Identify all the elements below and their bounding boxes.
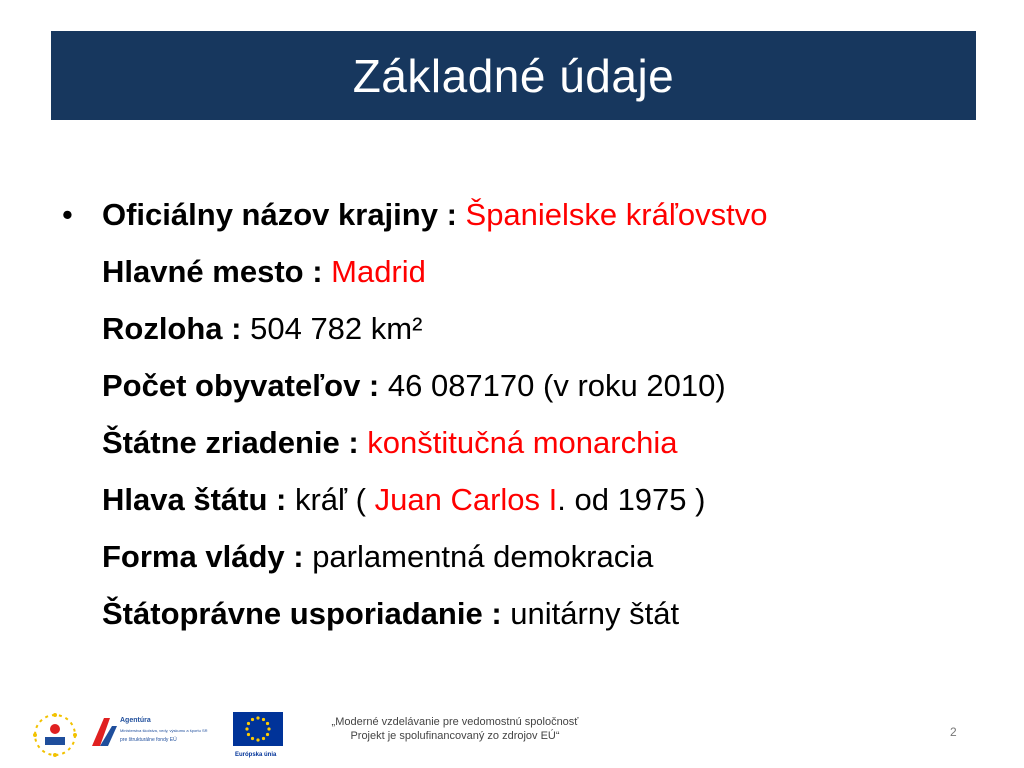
slide-content [62,186,982,642]
bullet-marker: • [62,197,73,232]
fact-label: Počet obyvateľov : [102,368,388,403]
eu-star-icon [267,727,270,730]
fact-value: kráľ ( [294,482,375,517]
fact-label: Štátoprávne usporiadanie : [102,596,511,631]
fact-label: Rozloha : [102,311,251,346]
title-bar [51,31,976,120]
fact-list [102,186,767,642]
agency-title: Agentúra [120,717,151,724]
slide-number: 2 [950,725,957,739]
fact-line [102,585,767,642]
eu-label: Európska únia [235,752,277,758]
fact-line [102,300,767,357]
slide-title: Základné údaje [352,49,675,102]
eu-flag-icon [233,712,283,762]
eu-star-icon [247,722,250,725]
fact-value: 46 087170 (v roku 2010) [387,368,726,403]
eu-star-icon [245,727,248,730]
eu-star-icon [256,716,259,719]
fact-value: . od 1975 ) [557,482,706,517]
eu-star-icon [247,733,250,736]
fact-label: Forma vlády : [102,539,313,574]
fact-line [102,357,767,414]
eu-star-icon [262,737,265,740]
eu-star-icon [251,737,254,740]
fact-value: konštitučná monarchia [367,425,678,460]
footer-project-text [305,715,605,743]
agency-subtitle-2: pre štrukturálne fondy EÚ [120,737,177,743]
eu-star-icon [266,733,269,736]
fact-line [102,528,767,585]
fact-line [102,471,767,528]
footer-line-1: „Moderné vzdelávanie pre vedomostnú spoločnosť [331,716,579,728]
program-logo-icon [28,708,82,762]
fact-value: 504 782 km² [250,311,423,346]
eu-star-icon [256,738,259,741]
fact-line [102,243,767,300]
fact-value: Madrid [331,254,426,289]
fact-label: Oficiálny názov krajiny : [102,197,466,232]
eu-star-icon [251,718,254,721]
fact-label: Hlava štátu : [102,482,295,517]
fact-value: Juan Carlos I [374,482,558,517]
eu-star-icon [262,718,265,721]
agency-subtitle-1: Ministerstva školstva, vedy, výskumu a športu SR [120,728,208,733]
footer-line-2: Projekt je spolufinancovaný zo zdrojov EÚ“ [350,730,560,742]
fact-value: Španielske kráľovstvo [465,197,768,232]
fact-label: Hlavné mesto : [102,254,332,289]
eu-star-icon [266,722,269,725]
fact-label: Štátne zriadenie : [102,425,368,460]
fact-line [102,414,767,471]
footer [0,700,1024,768]
fact-line [102,186,767,243]
agency-logo-icon [90,712,225,752]
fact-value: parlamentná demokracia [312,539,654,574]
bullet-item [62,186,982,642]
fact-value: unitárny štát [510,596,680,631]
